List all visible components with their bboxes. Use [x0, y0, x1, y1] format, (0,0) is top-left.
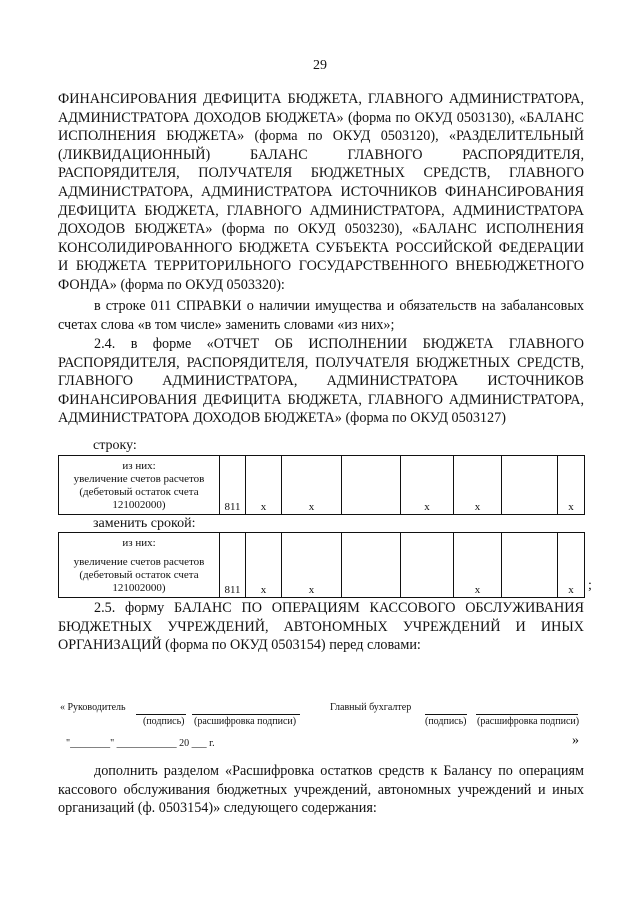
sub-decode-chief: (расшифровка подписи) [477, 716, 580, 727]
table-cell [502, 533, 558, 598]
table-cell: x [454, 533, 502, 598]
table-cell: 811 [220, 456, 246, 515]
table-original-row [58, 455, 585, 515]
table-cell: x [282, 456, 342, 515]
table-cell: 811 [220, 533, 246, 598]
table-cell: x [401, 456, 454, 515]
head-label: « Руководитель [60, 702, 126, 713]
table-cell: x [246, 533, 282, 598]
table-replacement-row [58, 532, 585, 598]
date-line: "________" ____________ 20 ___ г. [66, 738, 215, 749]
table-cell: x [246, 456, 282, 515]
paragraph-2-5: 2.5. форму БАЛАНС ПО ОПЕРАЦИЯМ КАССОВОГО ОБСЛУЖИВАНИЯ БЮДЖЕТНЫХ УЧРЕЖДЕНИЙ, АВТОНОМНЫХ УЧРЕЖДЕНИЙ И ИНЫХ ОРГАНИЗАЦИЙ (форма по ОКУД 0503154) перед словами: [58, 600, 584, 654]
chief-label: Главный бухгалтер [330, 702, 412, 713]
table-row-description: из них: увеличение счетов расчетов (дебетовый остаток счета 121002000) [59, 456, 220, 515]
table-cell: x [558, 533, 585, 598]
paragraph-final: дополнить разделом «Расшифровка остатков средств к Балансу по операциям кассового обслуживания бюджетных учреждений, автономных учреждений и иных организаций (ф. 0503154)» следующего содержания: [58, 763, 584, 817]
table-cell [502, 456, 558, 515]
table-cell [401, 533, 454, 598]
label-row: строку: [93, 438, 137, 453]
table-suffix: ; [588, 578, 592, 593]
sub-sign-chief: (подпись) [425, 716, 467, 727]
table-cell [342, 533, 401, 598]
table-cell: x [282, 533, 342, 598]
closing-quote: » [572, 733, 579, 748]
signature-line [425, 704, 467, 715]
decode-line [192, 704, 300, 715]
paragraph-line-011: в строке 011 СПРАВКИ о наличии имущества и обязательств на забалансовых счетах слова «в том числе» заменить словами «из них»; [58, 298, 584, 333]
table-cell: x [558, 456, 585, 515]
paragraph-continuation: ФИНАНСИРОВАНИЯ ДЕФИЦИТА БЮДЖЕТА, ГЛАВНОГО АДМИНИСТРАТОРА, АДМИНИСТРАТОРА ДОХОДОВ БЮДЖЕТА» (форма по ОКУД 0503130), «БАЛАНС ИСПОЛНЕНИЯ БЮДЖЕТА» (форма по ОКУД 0503120), «РАЗДЕЛИТЕЛЬНЫЙ (ЛИКВИДАЦИОННЫЙ) БАЛАНС ГЛАВНОГО РАСПОРЯДИТЕЛЯ, РАСПОРЯДИТЕЛЯ, ПОЛУЧАТЕЛЯ БЮДЖЕТНЫХ СРЕДСТВ, ГЛАВНОГО АДМИНИСТРАТОРА, АДМИНИСТРАТОРА ИСТОЧНИКОВ ФИНАНСИРОВАНИЯ ДЕФИЦИТА БЮДЖЕТА, ГЛАВНОГО АДМИНИСТРАТОРА, АДМИНИСТРАТОРА ДОХОДОВ БЮДЖЕТА» (форма по ОКУД 0503230), «БАЛАНС ИСПОЛНЕНИЯ КОНСОЛИДИРОВАННОГО БЮДЖЕТА СУБЪЕКТА РОССИЙСКОЙ ФЕДЕРАЦИИ И БЮДЖЕТА ТЕРРИТОРИЛЬНОГО ГОСУДАРСТВЕННОГО ВНЕБЮДЖЕТНОГО ФОНДА» (форма по ОКУД 0503320): [58, 91, 584, 293]
label-replace: заменить срокой: [93, 516, 196, 531]
page-number: 29 [313, 58, 327, 73]
sub-decode-head: (расшифровка подписи) [194, 716, 297, 727]
paragraph-2-4: 2.4. в форме «ОТЧЕТ ОБ ИСПОЛНЕНИИ БЮДЖЕТА ГЛАВНОГО РАСПОРЯДИТЕЛЯ, РАСПОРЯДИТЕЛЯ, ПОЛУЧАТЕЛЯ БЮДЖЕТНЫХ СРЕДСТВ, ГЛАВНОГО АДМИНИСТРАТОРА, АДМИНИСТРАТОРА ИСТОЧНИКОВ ФИНАНСИРОВАНИЯ ДЕФИЦИТА БЮДЖЕТА, ГЛАВНОГО АДМИНИСТРАТОРА, АДМИНИСТРАТОРА ДОХОДОВ БЮДЖЕТА» (форма по ОКУД 0503127) [58, 336, 584, 427]
sub-sign-head: (подпись) [143, 716, 185, 727]
table-cell: x [454, 456, 502, 515]
table-row-description: из них: увеличение счетов расчетов (дебетовый остаток счета 121002000) [59, 533, 220, 598]
signature-line [136, 704, 186, 715]
table-cell [342, 456, 401, 515]
decode-line [476, 704, 578, 715]
